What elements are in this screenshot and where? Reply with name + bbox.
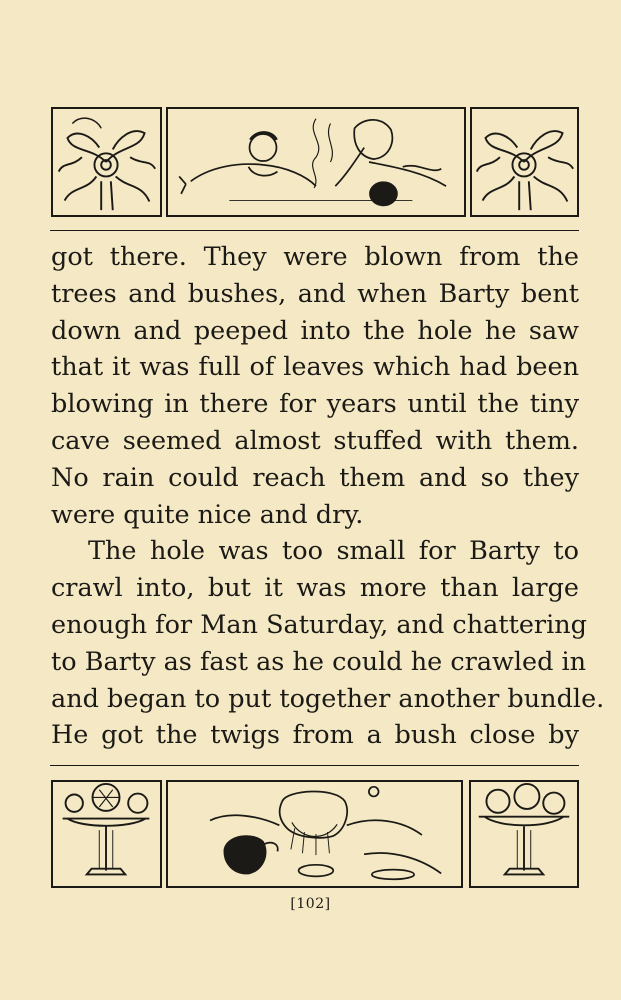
text-line: got there. They were blown from the bbox=[51, 242, 579, 272]
page-text bbox=[51, 239, 605, 754]
text-line: and began to put together another bundle. bbox=[51, 683, 605, 714]
bottom-divider-rule bbox=[50, 765, 579, 766]
text-line: down and peeped into the hole he saw bbox=[51, 315, 579, 346]
text-line: crawl into, but it was more than large bbox=[51, 573, 579, 604]
text-line: that it was full of leaves which had been bbox=[51, 352, 579, 383]
text-line: trees and bushes, and when Barty bent bbox=[51, 278, 579, 309]
floral-ornament-icon bbox=[53, 109, 160, 215]
text-line: He got the twigs from a bush close by bbox=[51, 720, 579, 751]
top-left-ornament-panel bbox=[51, 107, 162, 217]
text-line: enough for Man Saturday, and chattering bbox=[51, 609, 587, 640]
text-line: blowing in there for years until the tiny bbox=[51, 389, 579, 420]
text-line: No rain could reach them and so they bbox=[51, 462, 579, 493]
bottom-right-fruit-panel bbox=[469, 780, 579, 888]
floral-ornament-icon bbox=[472, 109, 577, 215]
text-line: were quite nice and dry. bbox=[51, 499, 364, 530]
text-line: The hole was too small for Barty to bbox=[88, 536, 579, 567]
fruit-bowl-icon bbox=[53, 782, 160, 886]
bottom-left-fruit-panel bbox=[51, 780, 162, 888]
text-line: to Barty as fast as he could he crawled in bbox=[51, 646, 587, 677]
bottom-center-scene-panel bbox=[166, 780, 463, 888]
top-right-ornament-panel bbox=[470, 107, 579, 217]
top-center-scene-panel bbox=[166, 107, 466, 217]
top-divider-rule bbox=[50, 230, 579, 231]
page-number: [102] bbox=[290, 896, 331, 912]
man-with-teapot-scene-icon bbox=[168, 782, 461, 886]
boy-and-giant-scene-icon bbox=[168, 109, 464, 215]
fruit-bowl-icon bbox=[471, 782, 577, 886]
text-line: cave seemed almost stuffed with them. bbox=[51, 425, 579, 456]
